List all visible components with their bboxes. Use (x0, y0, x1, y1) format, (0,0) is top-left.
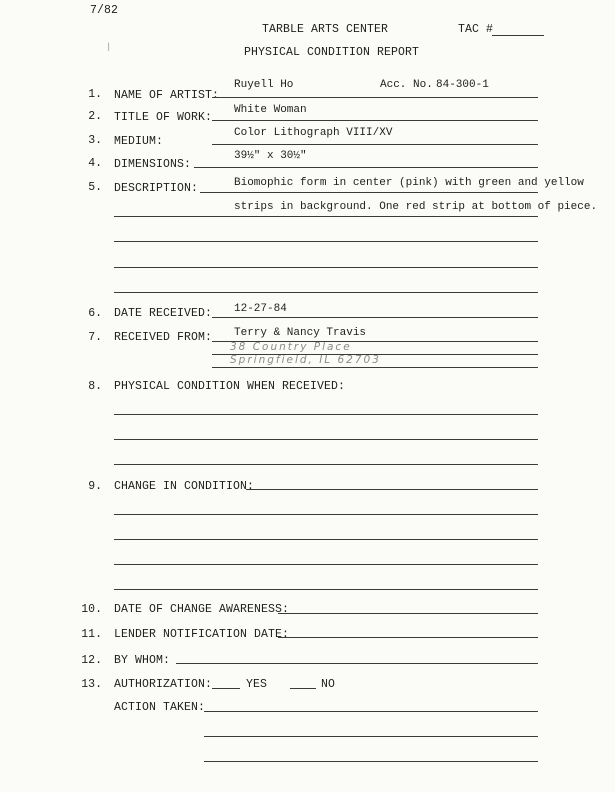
condition-rule (114, 464, 538, 465)
lender-notification-line (278, 637, 538, 638)
field-number: 9. (88, 480, 102, 493)
field-number: 7. (88, 331, 102, 344)
date-change-line (278, 613, 538, 614)
description-label: DESCRIPTION: (114, 182, 199, 195)
field-number: 12. (81, 654, 102, 667)
title-value[interactable]: White Woman (234, 104, 307, 116)
action-rule (204, 736, 538, 737)
medium-label: MEDIUM: (114, 135, 164, 148)
lender-notification-label: LENDER NOTIFICATION DATE: (114, 628, 290, 641)
change-rule (114, 539, 538, 540)
received-from-value[interactable]: Terry & Nancy Travis (234, 327, 367, 339)
address-rule (212, 367, 538, 368)
medium-line (212, 144, 538, 145)
change-condition-line (246, 489, 538, 490)
description-rule (114, 292, 538, 293)
medium-value[interactable]: Color Lithograph VIII/XV (234, 127, 393, 139)
description-rule (200, 192, 538, 193)
description-line1[interactable]: Biomophic form in center (pink) with green and yellow (234, 177, 584, 189)
authorization-label: AUTHORIZATION: (114, 678, 213, 691)
no-checkbox-line[interactable] (290, 688, 316, 689)
report-title: PHYSICAL CONDITION REPORT (244, 46, 420, 59)
dimensions-value[interactable]: 39½" x 30½" (234, 150, 307, 162)
yes-checkbox-line[interactable] (212, 688, 240, 689)
dimensions-label: DIMENSIONS: (114, 158, 192, 171)
change-rule (114, 514, 538, 515)
field-number: 1. (88, 88, 102, 101)
form-code: 7/82 (90, 4, 119, 17)
description-rule (114, 241, 538, 242)
artist-label: NAME OF ARTIST: (114, 89, 220, 102)
artist-value[interactable]: Ruyell Ho (234, 79, 294, 91)
field-number: 10. (81, 603, 102, 616)
received-from-label: RECEIVED FROM: (114, 331, 213, 344)
field-number: 6. (88, 307, 102, 320)
condition-rule (114, 414, 538, 415)
field-number: 13. (81, 678, 102, 691)
action-taken-label: ACTION TAKEN: (114, 701, 206, 714)
date-received-line (212, 317, 538, 318)
by-whom-line (176, 663, 538, 664)
address-line2[interactable]: Springfield, IL 62703 (230, 354, 381, 366)
condition-received-label: PHYSICAL CONDITION WHEN RECEIVED: (114, 380, 346, 393)
address-line1[interactable]: 38 Country Place (230, 341, 352, 353)
artist-line (212, 97, 538, 98)
description-rule (114, 267, 538, 268)
dimensions-line (194, 167, 538, 168)
tac-label: TAC # (458, 23, 494, 36)
yes-label: YES (246, 678, 268, 691)
field-number: 8. (88, 380, 102, 393)
field-number: 2. (88, 110, 102, 123)
change-rule (114, 589, 538, 590)
date-received-value[interactable]: 12-27-84 (234, 303, 287, 315)
date-received-label: DATE RECEIVED: (114, 307, 213, 320)
date-change-label: DATE OF CHANGE AWARENESS: (114, 603, 290, 616)
action-rule (204, 761, 538, 762)
tac-line[interactable] (492, 35, 544, 36)
org-name: TARBLE ARTS CENTER (262, 23, 389, 36)
acc-value[interactable]: 84-300-1 (436, 79, 489, 91)
stray-mark: | (106, 42, 112, 52)
description-rule (114, 216, 538, 217)
acc-label: Acc. No. (380, 79, 433, 91)
description-line2[interactable]: strips in background. One red strip at bottom of piece. (234, 201, 598, 213)
field-number: 3. (88, 134, 102, 147)
field-number: 5. (88, 181, 102, 194)
change-rule (114, 564, 538, 565)
no-label: NO (321, 678, 336, 691)
field-number: 4. (88, 157, 102, 170)
condition-rule (114, 439, 538, 440)
title-line (212, 120, 538, 121)
change-condition-label: CHANGE IN CONDITION: (114, 480, 255, 493)
field-number: 11. (81, 628, 102, 641)
by-whom-label: BY WHOM: (114, 654, 171, 667)
title-label: TITLE OF WORK: (114, 111, 213, 124)
action-taken-line (204, 711, 538, 712)
